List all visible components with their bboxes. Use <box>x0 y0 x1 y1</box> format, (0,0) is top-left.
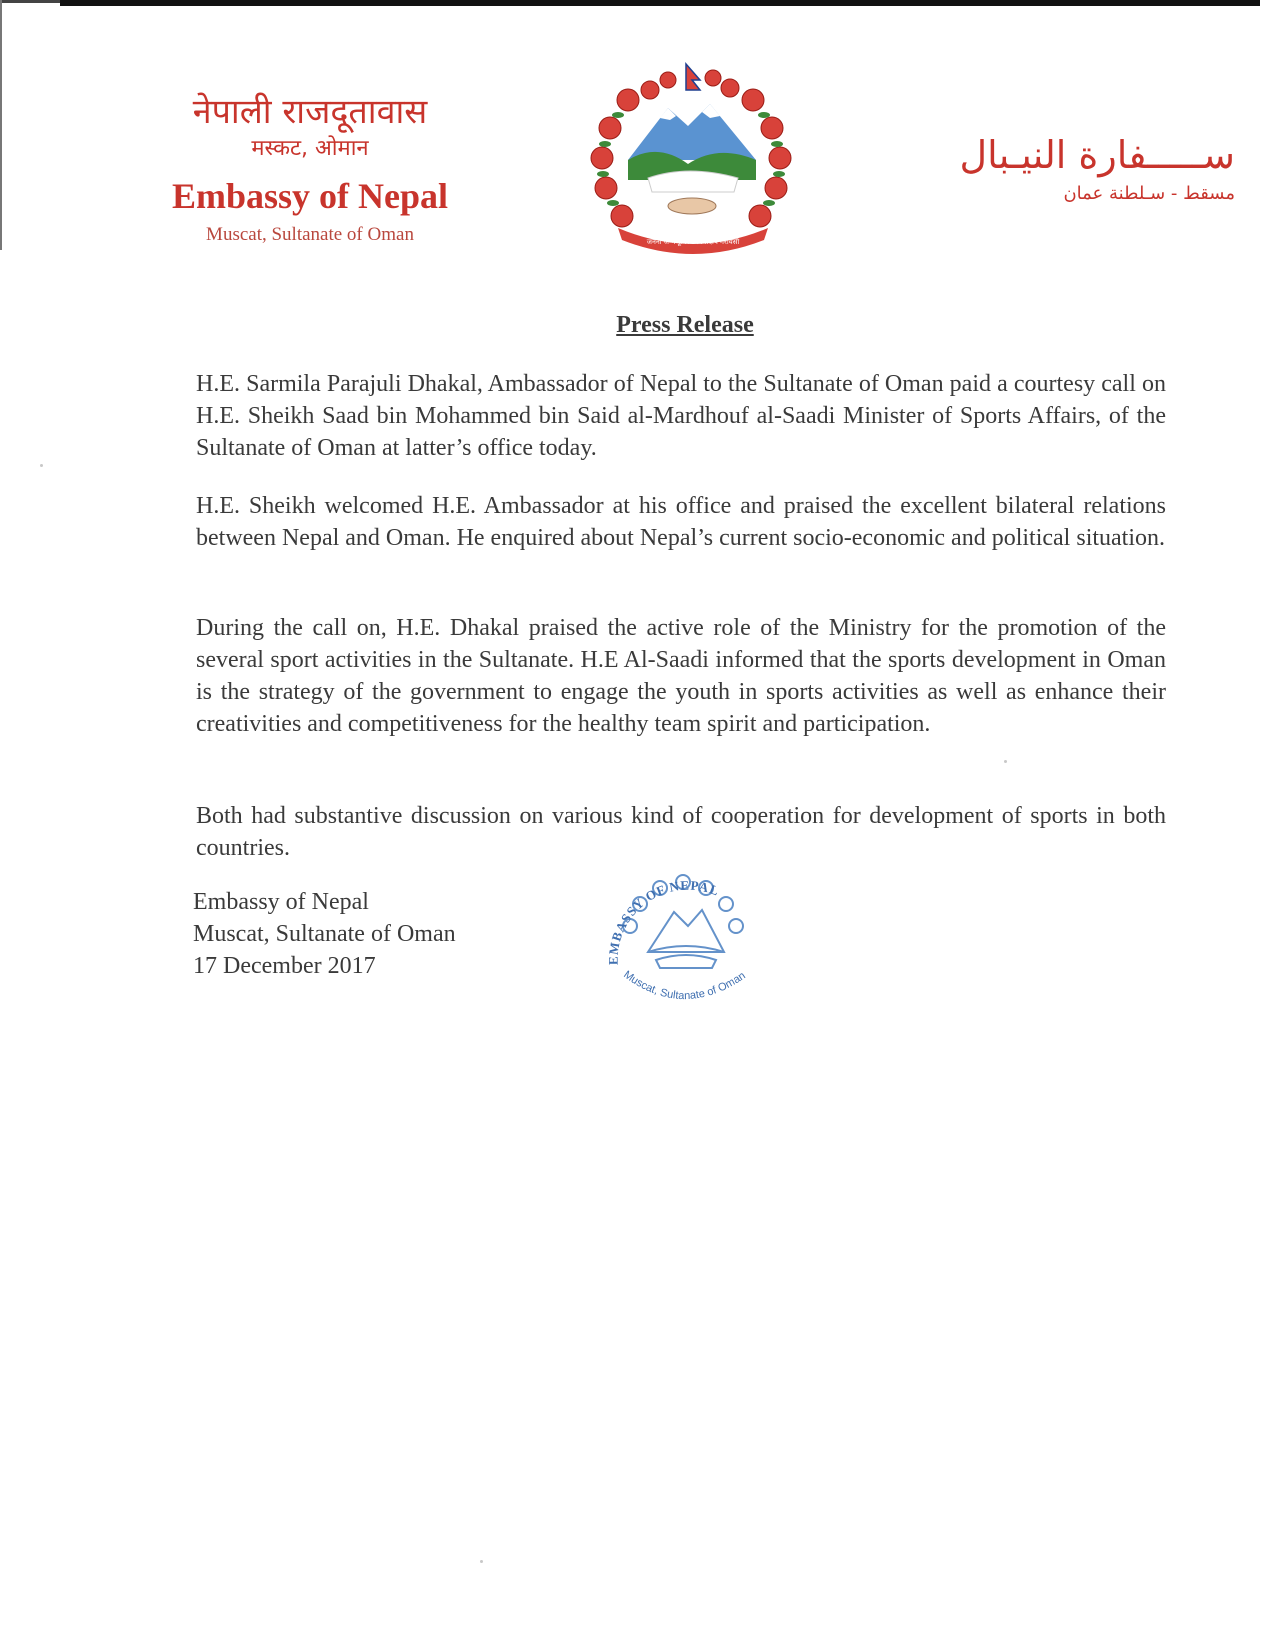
arabic-location: مسقط - سـلطنة عمان <box>1063 183 1235 204</box>
emblem-motto: जननी जन्मभूमिश्च स्वर्गादपि गरीयसी <box>646 238 740 246</box>
scan-speck <box>480 1560 483 1563</box>
paragraph-2: H.E. Sheikh welcomed H.E. Ambassador at his office and praised the excellent bilateral relations between Nepal and Oman. He enquired about Nepal’s current socio-economic and political situation. <box>196 493 1166 551</box>
paragraph-1: H.E. Sarmila Parajuli Dhakal, Ambassador of Nepal to the Sultanate of Oman paid a courtesy call on H.E. Sheikh Saad bin Mohammed bin Said al-Mardhouf al-Saadi Minister of Sports Affairs, of the Sultanate of Oman at latter’s office today. <box>196 371 1166 461</box>
signature-org: Embassy of Nepal <box>193 889 369 915</box>
paragraph-3: During the call on, H.E. Dhakal praised the active role of the Ministry for the promotion of the several sport activities in the Sultanate. H.E Al-Saadi informed that the sports development in Oman is the strategy of the government to engage the youth in sports activities as well as enhance their creativities and competitiveness for the healthy team spirit and participation. <box>196 615 1166 737</box>
letterhead-right <box>935 132 1235 206</box>
scan-left-border <box>0 0 2 250</box>
embassy-title: Embassy of Nepal <box>171 176 449 216</box>
paragraph-4: Both had substantive discussion on various kind of cooperation for development of sports in both countries. <box>196 803 1166 861</box>
press-release-title: Press Release <box>616 312 754 338</box>
stamp-text-bottom: Muscat, Sultanate of Oman <box>621 968 748 1003</box>
scan-top-border <box>60 0 1260 6</box>
stamp-text-top: EMBASSY OF NEPAL <box>605 877 722 966</box>
nepal-coat-of-arms-icon <box>588 60 798 260</box>
arabic-embassy-name: ســـــفارة النيـبال <box>959 133 1235 177</box>
scan-edge-mark <box>0 0 60 3</box>
scan-speck <box>40 464 43 467</box>
nepali-embassy-name: नेपाली राजदूतावास <box>192 92 428 132</box>
embassy-location: Muscat, Sultanate of Oman <box>206 224 414 245</box>
embassy-stamp <box>598 860 773 1025</box>
svg-text:Muscat, Sultanate of Oman <box>621 969 747 1002</box>
signature-block <box>193 886 456 982</box>
signature-location: Muscat, Sultanate of Oman <box>193 921 456 947</box>
signature-date: 17 December 2017 <box>193 953 376 979</box>
scan-speck <box>1004 760 1007 763</box>
nepali-location: मस्कट, ओमान <box>251 136 369 161</box>
letterhead-left <box>140 92 480 248</box>
